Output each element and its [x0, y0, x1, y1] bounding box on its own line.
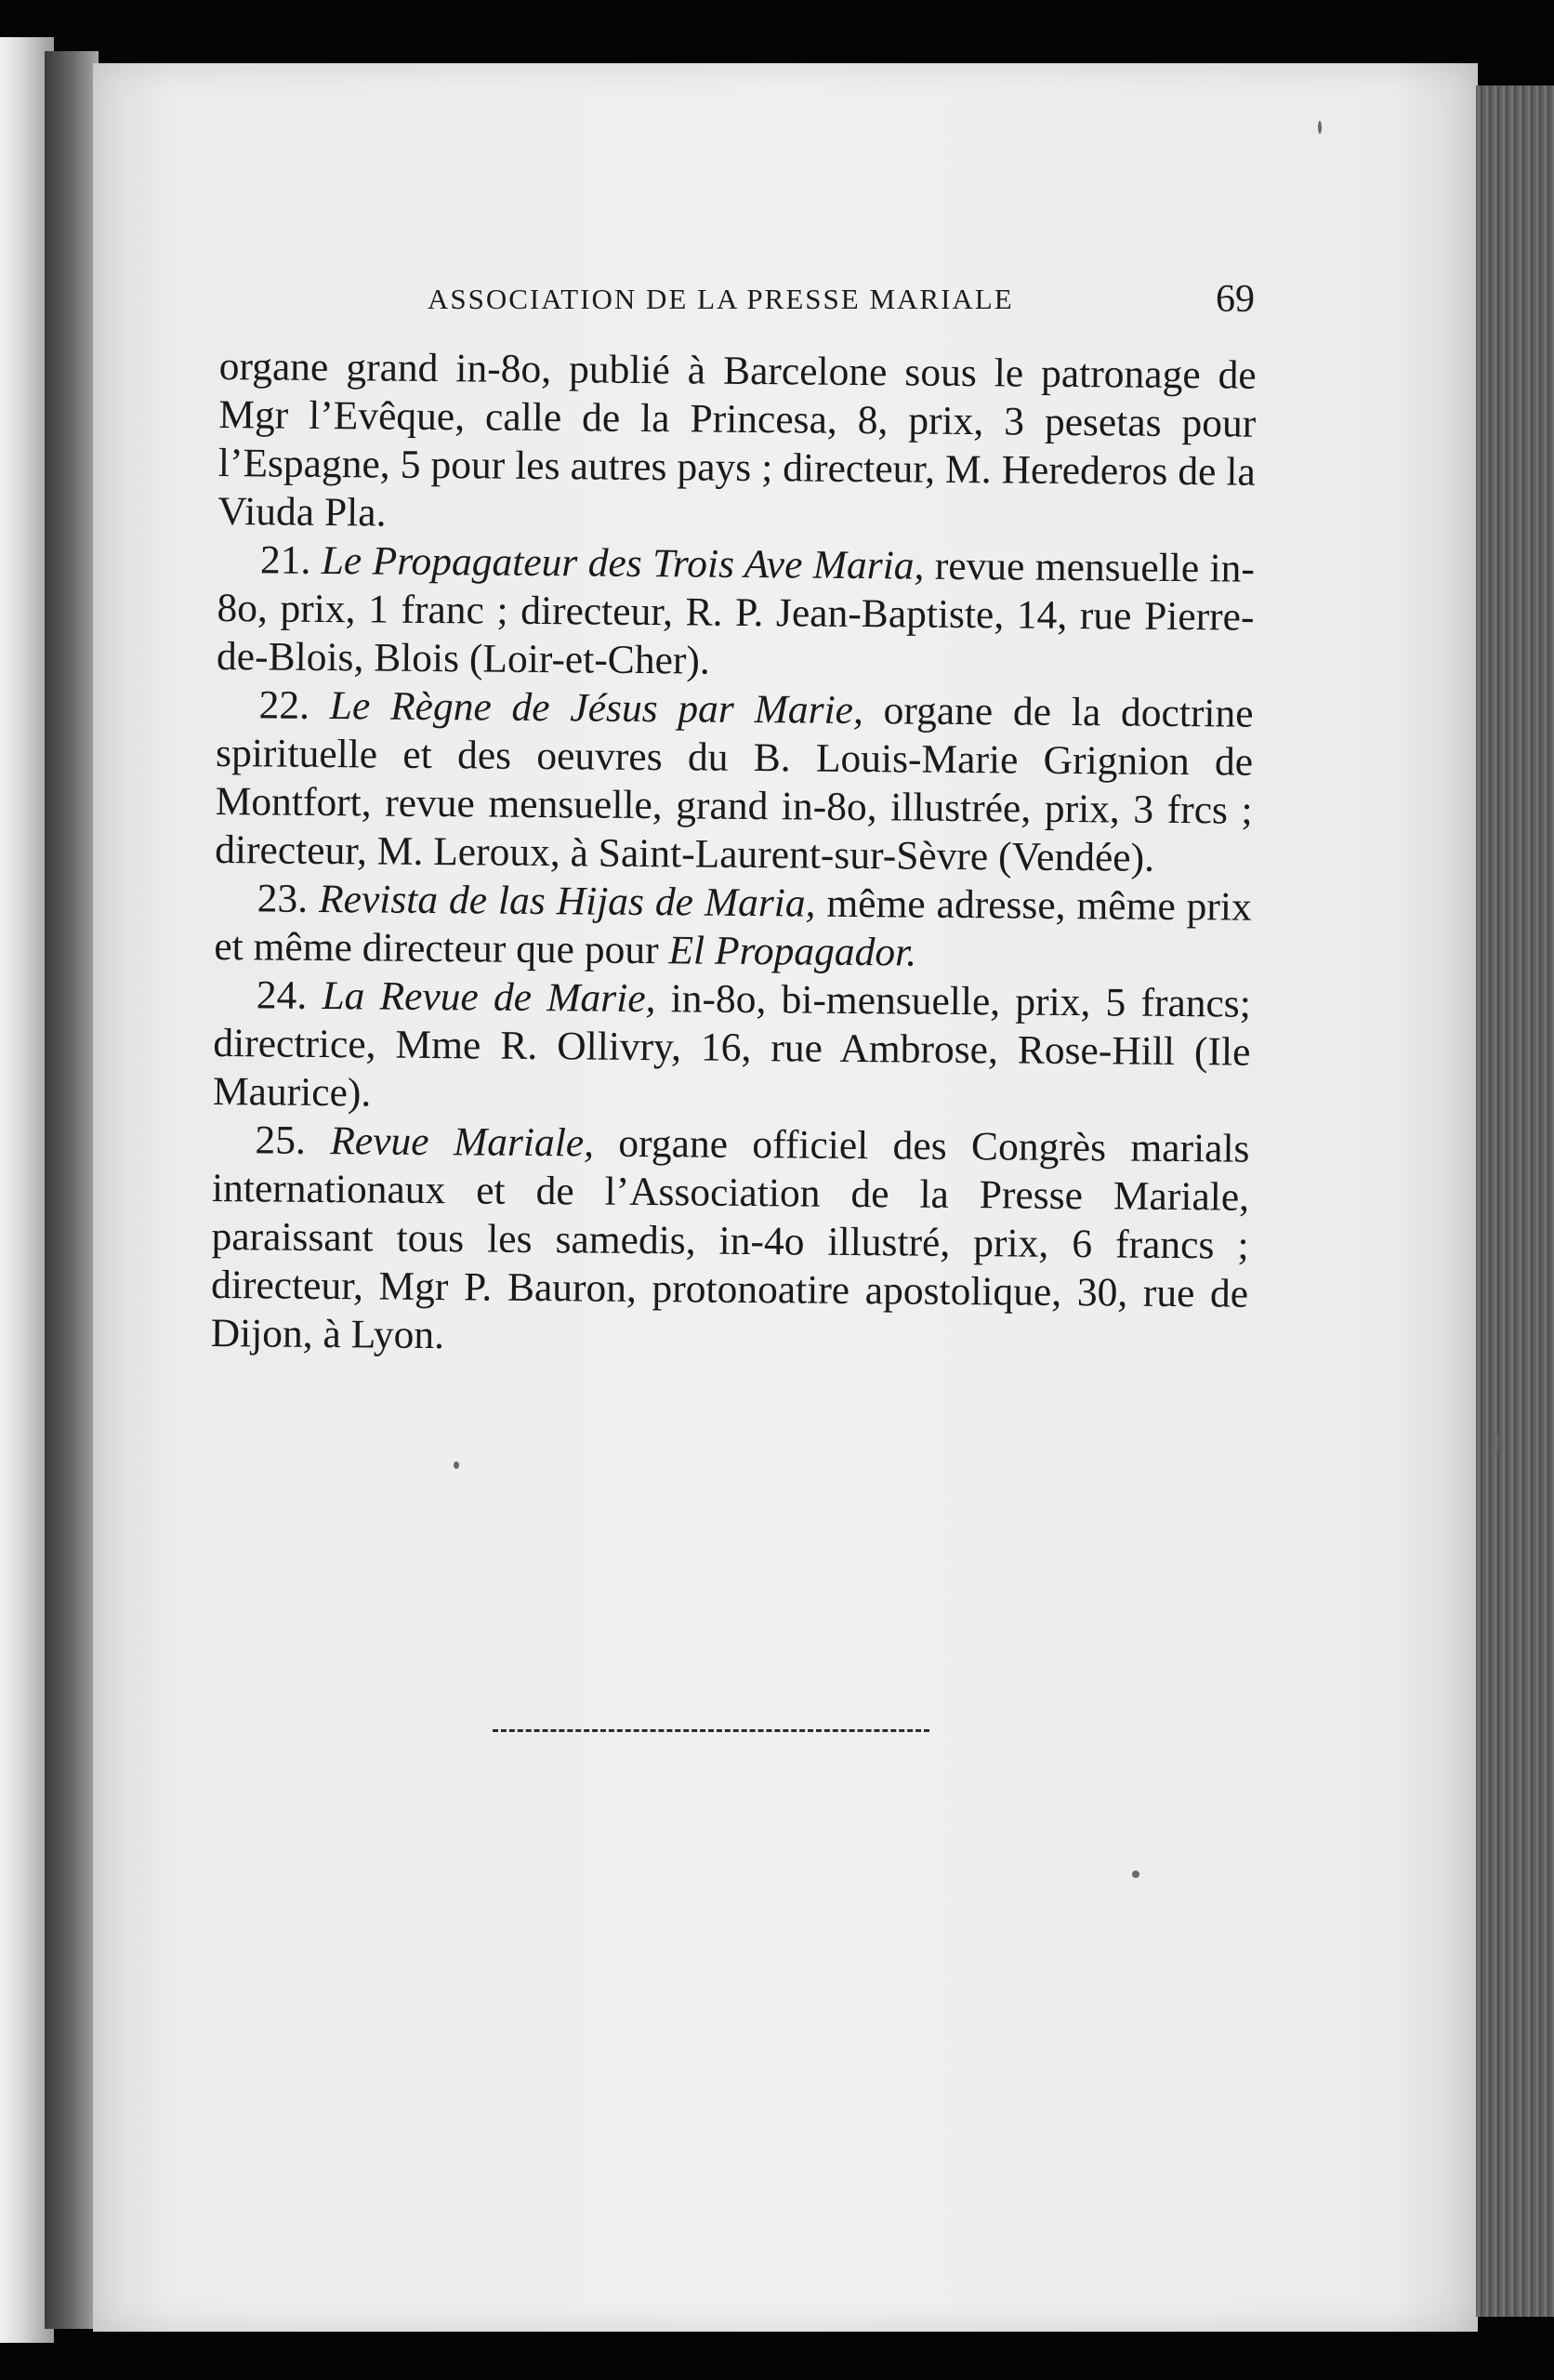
book-gutter-shadow [45, 51, 99, 2329]
entry-number: 25. [255, 1117, 331, 1164]
paper-speck [1132, 1871, 1139, 1878]
paragraph-entry-25 [210, 1116, 1249, 1367]
paragraph-entry-21 [217, 536, 1255, 690]
paragraph-entry-22 [215, 681, 1254, 883]
running-head: ASSOCIATION DE LA PRESSE MARIALE [428, 283, 1014, 315]
paper-speck [454, 1461, 459, 1469]
entry-text: revue mensuelle in-8o, prix, 1 franc ; directeur, R. P. Jean-Baptiste, 14, rue Pierre-de-Blois, Blois (Loir-et-Cher). [216, 543, 1256, 683]
paragraph-entry-23 [214, 874, 1252, 980]
book-page-edges [1476, 86, 1554, 2317]
paragraph-entry-24 [213, 971, 1251, 1125]
page-number: 69 [1216, 278, 1255, 321]
entry-number: 24. [256, 972, 323, 1018]
publication-title: Revue Mariale, [330, 1118, 619, 1166]
body-text [210, 342, 1256, 1367]
publication-title: La Revue de Marie, [322, 972, 671, 1022]
publication-title: Le Propagateur des Trois Ave Maria, [321, 537, 936, 588]
entry-text: même adresse, même prix et même directeur que pour [214, 880, 1252, 973]
paper-speck [1495, 1432, 1498, 1454]
entry-number: 23. [257, 876, 320, 921]
entry-number: 22. [258, 682, 330, 729]
entry-text: in-8o, bi-mensuelle, prix, 5 francs; directrice, Mme R. Ollivry, 16, rue Ambrose, Rose-Hill (Ile Maurice). [212, 976, 1252, 1116]
paragraph-text: organe grand in-8o, publié à Barcelone sous le patronage de Mgr l’Evêque, calle de la Princesa, 8, prix, 3 pesetas pour l’Espagne, 5 pour les autres pays ; directeur, M. Herederos de la Viuda Pla. [217, 343, 1257, 536]
entry-text: organe officiel des Congrès marials internationaux et de l’Association de la Presse Mariale, paraissant tous les samedis, in-4o illustré, prix, 6 francs ; directeur, Mgr P. Bauron, protonoatire apostolique, 30, rue de Dijon, à Lyon. [210, 1120, 1250, 1358]
end-rule [493, 1729, 929, 1732]
paragraph-continuation [217, 342, 1257, 545]
publication-title: Revista de las Hijas de Maria, [318, 876, 827, 926]
entry-text: organe de la doctrine spirituelle et des oeuvres du B. Louis-Marie Grignion de Montfort, revue mensuelle, grand in-8o, illustrée, prix, 3 frcs ; directeur, M. Leroux, à Saint-Laurent-sur-Sèvre (Vendée). [215, 688, 1254, 880]
paper-speck [1318, 121, 1322, 134]
publication-title-reference: El Propagador. [668, 928, 917, 975]
entry-number: 21. [259, 537, 322, 583]
publication-title: Le Règne de Jésus par Marie, [329, 683, 884, 734]
